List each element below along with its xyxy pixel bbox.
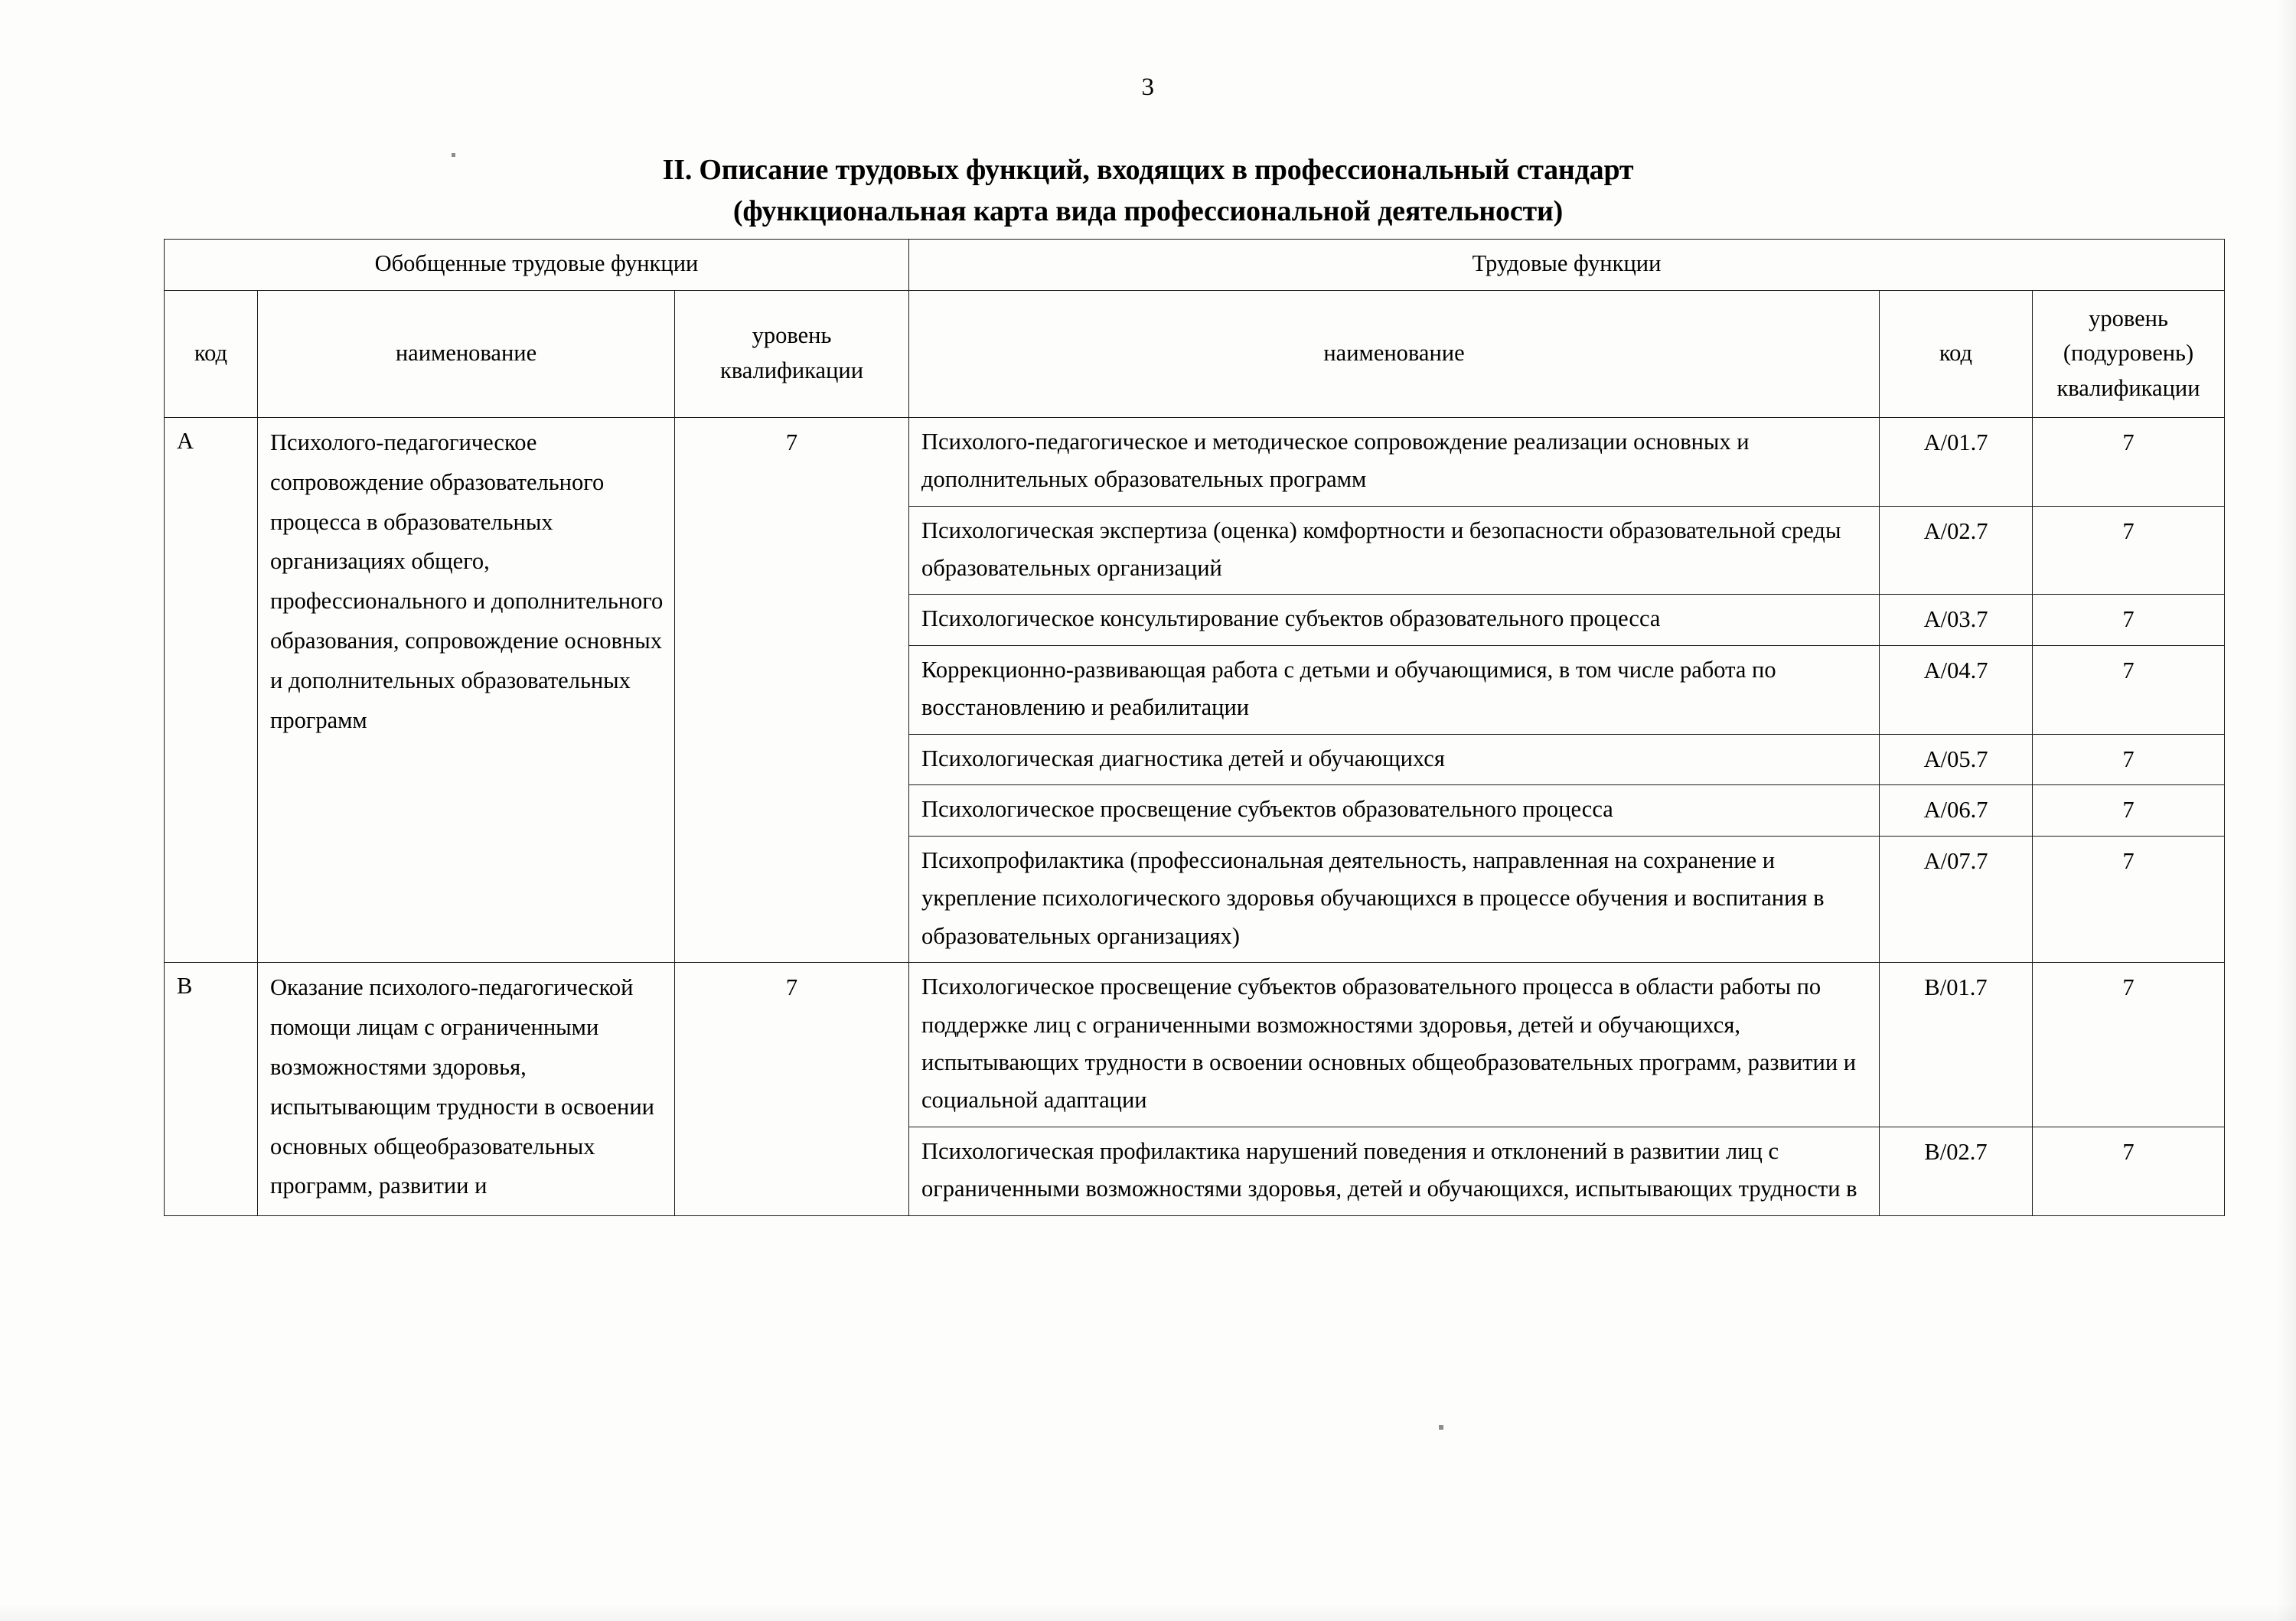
tf-name-cell: Психопрофилактика (профессиональная деятельность, направленная на сохранение и укрепление психологического здоровья обучающихся в процессе обучения и воспитания в образовательных организациях)	[909, 837, 1880, 963]
header-tf-level-line-2: (подуровень)	[2063, 340, 2194, 367]
header-tf-name: наименование	[909, 290, 1880, 417]
tf-level-cell: 7	[2033, 646, 2225, 735]
header-ogf-level	[675, 290, 909, 417]
scan-speck	[1439, 1425, 1443, 1430]
header-ogf-code: код	[165, 290, 258, 417]
functional-map-table	[164, 239, 2225, 1216]
tf-level-cell: 7	[2033, 785, 2225, 837]
page-number: 3	[1141, 73, 1155, 101]
tf-code-cell: A/07.7	[1880, 837, 2033, 963]
tf-name-cell: Психологическое просвещение субъектов образовательного процесса	[909, 785, 1880, 837]
tf-code-cell: A/03.7	[1880, 595, 2033, 646]
ogf-name-cell: Психолого-педагогическое сопровождение образовательного процесса в образовательных организациях общего, профессионального и дополнительного образования, сопровождение основных и дополнительных образовательных программ	[258, 417, 675, 962]
tf-code-cell: A/01.7	[1880, 417, 2033, 506]
ogf-code-cell: B	[165, 963, 258, 1215]
tf-code-cell: A/05.7	[1880, 734, 2033, 785]
ogf-level-cell: 7	[675, 963, 909, 1215]
tf-name-cell: Психолого-педагогическое и методическое сопровождение реализации основных и дополнительных образовательных программ	[909, 417, 1880, 506]
page-title-line-1: II. Описание трудовых функций, входящих в профессиональный стандарт	[662, 154, 1634, 186]
tf-code-cell: B/02.7	[1880, 1127, 2033, 1215]
header-tf-level	[2033, 290, 2225, 417]
tf-level-cell: 7	[2033, 837, 2225, 963]
tf-level-cell: 7	[2033, 734, 2225, 785]
table-body	[165, 417, 2225, 1215]
tf-level-cell: 7	[2033, 417, 2225, 506]
tf-code-cell: B/01.7	[1880, 963, 2033, 1127]
tf-name-cell: Психологическая экспертиза (оценка) комфортности и безопасности образовательной среды образовательных организаций	[909, 506, 1880, 595]
header-ogf-level-line-1: уровень	[752, 322, 832, 349]
scan-edge-shading	[2276, 0, 2296, 1621]
tf-level-cell: 7	[2033, 595, 2225, 646]
tf-name-cell: Психологическое просвещение субъектов образовательного процесса в области работы по поддержке лиц с ограниченными возможностями здоровья, детей и обучающихся, испытывающих трудности в освоении основных общеобразовательных программ, развитии и социальной адаптации	[909, 963, 1880, 1127]
scan-bottom-shading	[0, 1604, 2296, 1621]
header-ogf-level-line-2: квалификации	[719, 357, 864, 384]
tf-code-cell: A/02.7	[1880, 506, 2033, 595]
table-group-header-row	[165, 240, 2225, 291]
header-tf-level-line-3: квалификации	[2056, 375, 2200, 402]
table-column-header-row	[165, 290, 2225, 417]
page-title-line-2: (функциональная карта вида профессиональной деятельности)	[732, 194, 1564, 227]
tf-name-cell: Психологическое консультирование субъектов образовательного процесса	[909, 595, 1880, 646]
table-row	[165, 963, 2225, 1127]
tf-level-cell: 7	[2033, 506, 2225, 595]
table-row	[165, 417, 2225, 506]
ogf-name-cell: Оказание психолого-педагогической помощи лицам с ограниченными возможностями здоровья, испытывающим трудности в освоении основных общеобразовательных программ, развитии и	[258, 963, 675, 1215]
header-tf-code: код	[1880, 290, 2033, 417]
tf-level-cell: 7	[2033, 1127, 2225, 1215]
ogf-level-cell: 7	[675, 417, 909, 962]
tf-name-cell: Психологическая диагностика детей и обучающихся	[909, 734, 1880, 785]
ogf-code-cell: A	[165, 417, 258, 962]
tf-name-cell: Коррекционно-развивающая работа с детьми и обучающимися, в том числе работа по восстановлению и реабилитации	[909, 646, 1880, 735]
header-tf-level-line-1: уровень	[2089, 305, 2168, 331]
header-generalized-functions: Обобщенные трудовые функции	[165, 240, 909, 291]
tf-name-cell: Психологическая профилактика нарушений поведения и отклонений в развитии лиц с ограниченными возможностями здоровья, детей и обучающихся, испытывающих трудности в	[909, 1127, 1880, 1215]
page-title	[0, 150, 2296, 233]
tf-level-cell: 7	[2033, 963, 2225, 1127]
header-ogf-name: наименование	[258, 290, 675, 417]
header-labor-functions: Трудовые функции	[909, 240, 2225, 291]
tf-code-cell: A/04.7	[1880, 646, 2033, 735]
tf-code-cell: A/06.7	[1880, 785, 2033, 837]
